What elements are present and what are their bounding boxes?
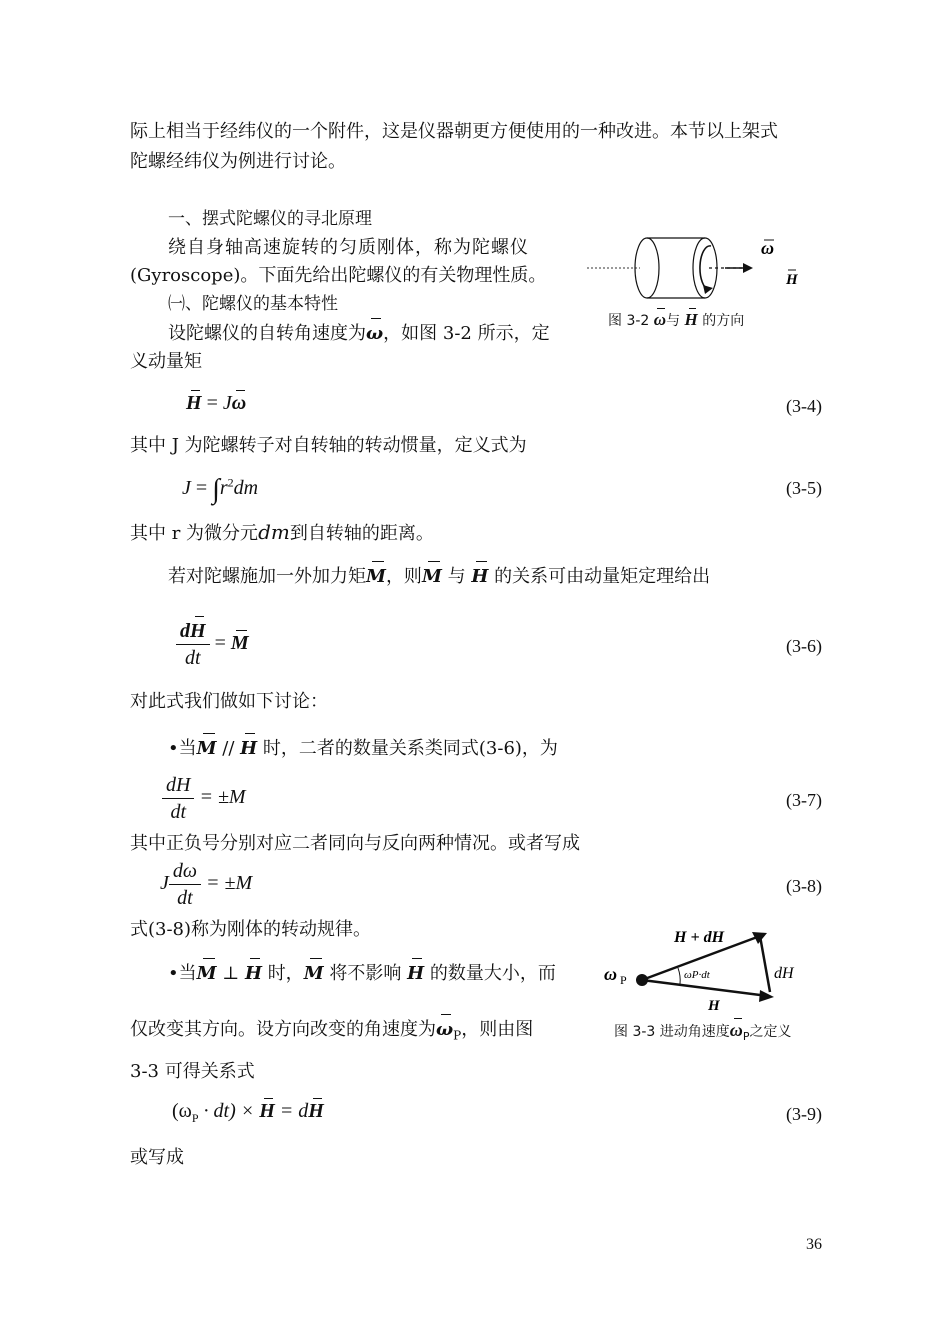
omega-line-1 xyxy=(168,320,550,348)
bullet2-h2: H xyxy=(407,960,424,988)
eq39-h: H xyxy=(259,1100,275,1122)
bullet2-post: 的数量大小，而 xyxy=(429,963,556,984)
bullet2-m: M xyxy=(197,960,217,988)
fig32-caption-h: H xyxy=(684,310,698,329)
subsection-title: ㈠、陀螺仪的基本特性 xyxy=(168,294,338,314)
gyro-line-2: (Gyroscope)。下面先给出陀螺仪的有关物理性质。 xyxy=(130,265,547,286)
bullet1-m: M xyxy=(197,735,217,763)
eq36-h: H xyxy=(190,620,206,642)
dir-sub: P xyxy=(453,1028,462,1043)
eq35-integral: ∫ xyxy=(212,474,220,505)
eq36-numerator: dH xyxy=(176,618,210,645)
fig32-caption-omega: ω xyxy=(653,310,667,329)
direction-line-2: 3-3 可得关系式 xyxy=(130,1061,255,1082)
fig32-h-label: H xyxy=(786,272,798,288)
fig33-caption-pre: 图 3-3 进动角速度 xyxy=(614,1024,730,1040)
section-title: 一、摆式陀螺仪的寻北原理 xyxy=(168,209,372,229)
discussion-line: 对此式我们做如下讨论： xyxy=(130,691,328,712)
figure-3-3-precession-triangle xyxy=(600,922,830,1017)
r-definition-line xyxy=(130,518,434,548)
eq37-fraction xyxy=(162,772,194,825)
bullet1-parallel: // xyxy=(216,738,241,759)
omega-text-a: 设陀螺仪的自转角速度为 xyxy=(168,323,366,344)
equation-number-3-8: (3-8) xyxy=(786,876,822,896)
equation-3-6 xyxy=(176,618,249,671)
fig33-angle-label: ωP·dt xyxy=(684,969,710,981)
fig32-omega-label: ω xyxy=(761,238,775,258)
r-text-pre: 其中 r 为微分元 xyxy=(130,523,259,544)
fig33-caption-omega: ω xyxy=(729,1020,743,1040)
sign-line: 其中正负号分别对应二者同向与反向两种情况。或者写成 xyxy=(130,833,580,854)
page-number: 36 xyxy=(806,1236,822,1253)
gyro-line-1: 绕自身轴高速旋转的匀质刚体，称为陀螺仪 xyxy=(168,237,529,258)
intro-line-2: 陀螺经纬仪为例进行讨论。 xyxy=(130,151,346,172)
eq39-lhs: (ω xyxy=(172,1100,192,1122)
eq39-eq: = d xyxy=(274,1100,309,1122)
eq38-fraction xyxy=(169,858,201,911)
eq38-numerator: dω xyxy=(169,858,201,885)
bullet2-mid: 时， xyxy=(267,963,304,984)
equation-number-3-4: (3-4) xyxy=(786,396,822,416)
bullet1-post: 时，二者的数量关系类同式(3-6)，为 xyxy=(262,738,558,759)
fig33-h-label: H xyxy=(708,998,720,1014)
omega-symbol: ω xyxy=(366,320,383,348)
fig33-caption-sub: P xyxy=(742,1029,750,1043)
fig32-caption-pre: 图 3-2 xyxy=(608,313,650,329)
figure-3-3-caption xyxy=(614,1020,791,1043)
dir-pre: 仅改变其方向。设方向改变的角速度为 xyxy=(130,1019,436,1040)
torque-m1: M xyxy=(366,563,386,591)
dir-post: ，则由图 xyxy=(461,1019,534,1040)
fig33-omega-sub: P xyxy=(620,973,627,987)
fig33-h-plus-dh-label: H + dH xyxy=(674,929,725,946)
bullet-parallel xyxy=(168,735,558,763)
eq34-eq: = xyxy=(201,392,223,414)
equation-3-4 xyxy=(186,392,246,415)
eq37-rhs: = ±M xyxy=(194,786,246,809)
bullet1-lead: •当 xyxy=(168,738,197,759)
bullet2-h: H xyxy=(245,960,262,988)
rigid-body-line: 式(3-8)称为刚体的转动规律。 xyxy=(130,919,372,940)
eq39-sub: P xyxy=(191,1111,199,1125)
eq35-sup: 2 xyxy=(227,475,234,490)
bullet1-h: H xyxy=(240,735,257,763)
r-text-dm: dm xyxy=(258,520,290,544)
equation-number-3-5: (3-5) xyxy=(786,478,822,498)
eq35-r: r xyxy=(219,477,228,499)
bullet2-lead: •当 xyxy=(168,963,197,984)
eq35-j: J xyxy=(182,477,191,499)
eq37-denominator: dt xyxy=(170,801,186,823)
equation-3-5 xyxy=(182,474,258,506)
bullet2-m2: M xyxy=(304,960,324,988)
eq34-omega: ω xyxy=(231,392,247,414)
bullet2-perp: ⊥ xyxy=(216,963,245,984)
or-written-line: 或写成 xyxy=(130,1147,184,1168)
eq39-h2: H xyxy=(308,1100,324,1122)
eq35-dm: dm xyxy=(233,477,259,499)
eq38-rhs: = ±M xyxy=(201,872,253,895)
torque-pre: 若对陀螺施加一外加力矩 xyxy=(168,566,366,587)
eq38-denominator: dt xyxy=(177,887,193,909)
equation-number-3-7: (3-7) xyxy=(786,790,822,810)
r-text-post: 到自转轴的距离。 xyxy=(289,523,434,544)
direction-line xyxy=(130,1016,533,1050)
intro-line-1: 际上相当于经纬仪的一个附件，这是仪器朝更方便使用的一种改进。本节以上架式 xyxy=(130,121,778,142)
eq34-h: H xyxy=(186,392,202,414)
torque-m2: M xyxy=(422,563,442,591)
eq36-eq: = xyxy=(209,632,231,655)
eq36-m: M xyxy=(230,632,249,655)
figure-3-2-caption xyxy=(608,310,744,330)
eq39-mid: · dt) × xyxy=(198,1100,260,1122)
torque-line xyxy=(168,563,710,591)
torque-mid1: ，则 xyxy=(385,566,422,587)
equation-number-3-6: (3-6) xyxy=(786,636,822,656)
equation-3-8 xyxy=(160,858,252,911)
fig33-dh-label: dH xyxy=(774,965,794,982)
figure-3-2-gyro-cylinder xyxy=(585,228,815,308)
torque-and: 与 xyxy=(447,566,466,587)
eq36-fraction xyxy=(176,618,210,671)
dir-omega: ω xyxy=(436,1016,453,1044)
torque-h: H xyxy=(471,563,488,591)
fig32-caption-mid: 与 xyxy=(666,313,681,329)
torque-post: 的关系可由动量矩定理给出 xyxy=(494,566,711,587)
j-definition-line: 其中 J 为陀螺转子对自转轴的转动惯量，定义式为 xyxy=(130,435,527,456)
bullet-perpendicular xyxy=(168,960,556,988)
eq38-j: J xyxy=(160,872,169,895)
fig33-omega-label: ω xyxy=(604,964,618,984)
omega-text-b: ，如图 3-2 所示，定 xyxy=(383,323,550,344)
bullet2-mid2: 将不影响 xyxy=(329,963,402,984)
equation-3-7 xyxy=(162,772,246,825)
omega-line-2: 义动量矩 xyxy=(130,351,202,372)
eq36-denominator: dt xyxy=(185,647,201,669)
eq37-numerator: dH xyxy=(162,772,194,799)
fig32-caption-post: 的方向 xyxy=(702,313,745,329)
eq35-eq: = xyxy=(190,477,213,499)
equation-3-9 xyxy=(172,1100,324,1126)
equation-number-3-9: (3-9) xyxy=(786,1104,822,1124)
fig33-caption-post: 之定义 xyxy=(749,1024,792,1040)
eq34-j: J xyxy=(222,392,232,414)
